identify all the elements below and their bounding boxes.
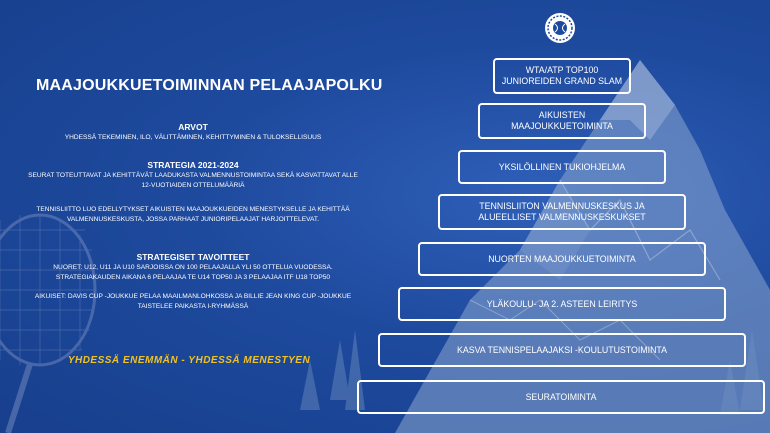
pyramid-level-8: SEURATOIMINTA	[357, 380, 765, 414]
pyramid-level-3: YKSILÖLLINEN TUKIOHJELMA	[458, 150, 666, 184]
strategy-text-2: TENNISLIITTO LUO EDELLYTYKSET AIKUISTEN MAAJOUKKUEIDEN MENESTYKSELLE JA KEHITTÄÄ VALMENNUSKESKUSTA, JOSSA PARHAAT JUNIORIPELAAJAT HARJOITTELEVAT.	[36, 206, 350, 223]
goals-section	[28, 252, 358, 311]
pyramid-level-4: TENNISLIITON VALMENNUSKESKUS JA ALUEELLISET VALMENNUSKESKUKSET	[438, 194, 686, 230]
goals-text-1: NUORET: U12, U11 JA U10 SARJOISSA ON 100 PELAAJALLA YLI 50 OTTELUA VUODESSA. STRATEGIAKAUDEN AIKANA 6 PELAAJAA TE U14 TOP50 JA 3 PELAAJAA ITF U18 TOP50	[53, 264, 333, 281]
goals-heading: STRATEGISET TAVOITTEET	[136, 252, 250, 262]
pyramid-level-5: NUORTEN MAAJOUKKUETOIMINTA	[418, 242, 706, 276]
slogan: YHDESSÄ ENEMMÄN - YHDESSÄ MENESTYEN	[67, 355, 311, 366]
values-section	[28, 122, 358, 143]
pyramid-level-6: YLÄKOULU- JA 2. ASTEEN LEIRITYS	[398, 287, 726, 321]
strategy-heading: STRATEGIA 2021-2024	[147, 160, 239, 170]
strategy-section	[28, 160, 358, 224]
pyramid-level-1: WTA/ATP TOP100 JUNIOREIDEN GRAND SLAM	[493, 58, 631, 94]
goals-text-2: AIKUISET: DAVIS CUP -JOUKKUE PELAA MAAILMANLOHKOSSA JA BILLIE JEAN KING CUP -JOUKKUE TAISTELEE PAIKASTA I-RYHMÄSSÄ	[34, 293, 352, 310]
tennis-federation-crest-icon	[544, 12, 576, 44]
values-heading: ARVOT	[178, 122, 208, 132]
tennis-racket-illustration	[0, 215, 95, 433]
strategy-text-1: SEURAT TOTEUTTAVAT JA KEHITTÄVÄT LAADUKASTA VALMENNUSTOIMINTAA SEKÄ KASVATTAVAT ALLE 12-VUOTIAIDEN OTTELUMÄÄRIÄ	[28, 172, 358, 189]
values-text: YHDESSÄ TEKEMINEN, ILO, VÄLITTÄMINEN, KEHITTYMINEN & TULOKSELLISUUS	[64, 134, 322, 141]
pyramid-level-7: KASVA TENNISPELAAJAKSI -KOULUTUSTOIMINTA	[378, 333, 746, 367]
page-title: MAAJOUKKUETOIMINNAN PELAAJAPOLKU	[36, 77, 383, 94]
pyramid-level-2: AIKUISTEN MAAJOUKKUETOIMINTA	[478, 103, 646, 139]
